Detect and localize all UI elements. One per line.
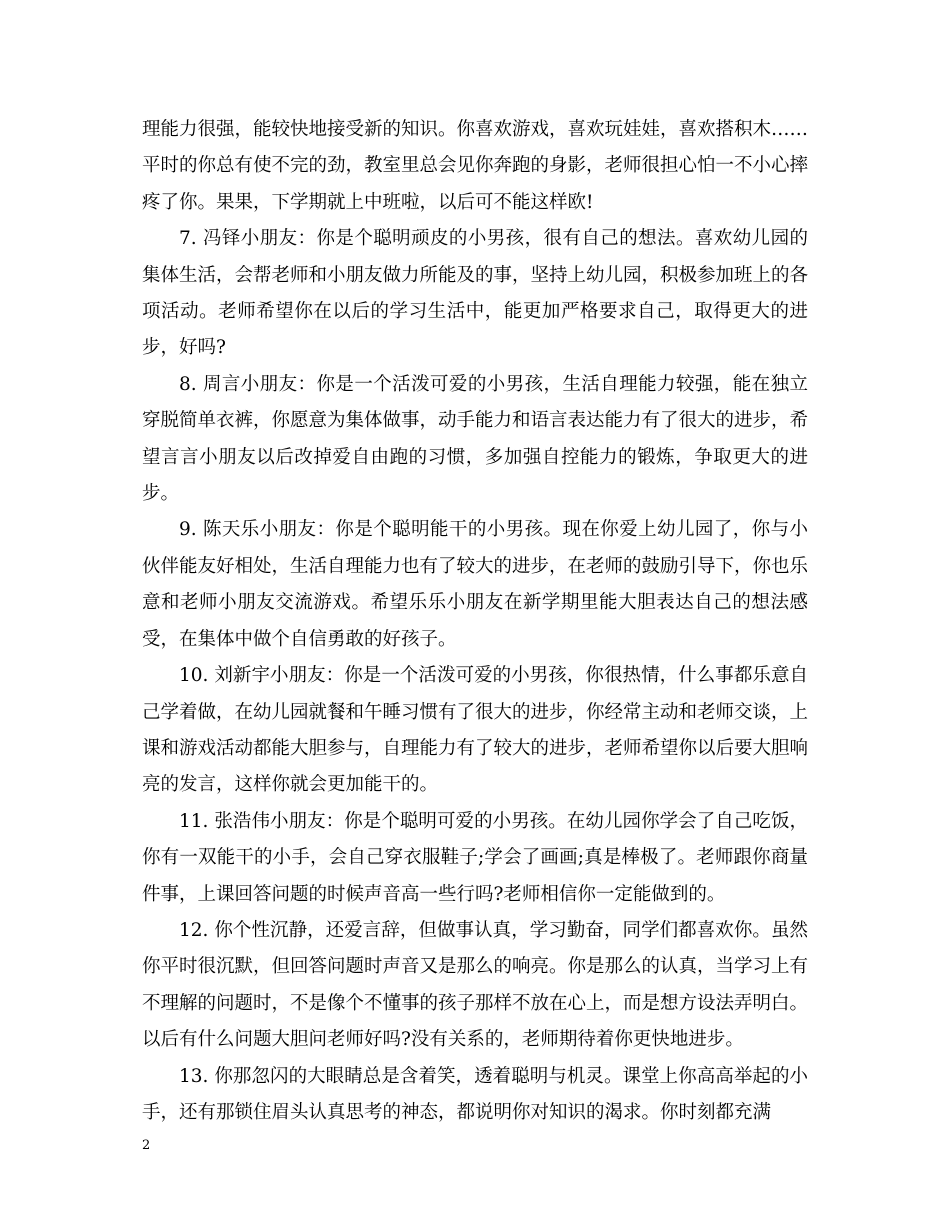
paragraph-comment-12: 12. 你个性沉静，还爱言辞，但做事认真，学习勤奋，同学们都喜欢你。虽然你平时很沉默，但回答问题时声音又是那么的响亮。你是那么的认真，当学习上有不理解的问题时，不是像个不懂事的孩子那样不放在心上，而是想方设法弄明白。以后有什么问题大胆问老师好吗?没有关系的，老师期待着你更快地进步。 <box>142 919 809 1051</box>
paragraph-comment-9: 9. 陈天乐小朋友：你是个聪明能干的小男孩。现在你爱上幼儿园了，你与小伙伴能友好相处，生活自理能力也有了较大的进步，在老师的鼓励引导下，你也乐意和老师小朋友交流游戏。希望乐乐小朋友在新学期里能大胆表达自己的想法感受，在集体中做个自信勇敢的好孩子。 <box>142 519 809 650</box>
paragraph-comment-7: 7. 冯铎小朋友：你是个聪明顽皮的小男孩，很有自己的想法。喜欢幼儿园的集体生活，会帮老师和小朋友做力所能及的事，坚持上幼儿园，积极参加班上的各项活动。老师希望你在以后的学习生活中，能更加严格要求自己，取得更大的进步，好吗? <box>142 228 809 359</box>
paragraph-comment-8: 8. 周言小朋友：你是一个活泼可爱的小男孩，生活自理能力较强，能在独立穿脱简单衣裤，你愿意为集体做事，动手能力和语言表达能力有了很大的进步，希望言言小朋友以后改掉爱自由跑的习惯，多加强自控能力的锻炼，争取更大的进步。 <box>142 373 809 505</box>
paragraph-comment-13: 13. 你那忽闪的大眼睛总是含着笑，透着聪明与机灵。课堂上你高高举起的小手，还有那锁住眉头认真思考的神态，都说明你对知识的渴求。你时刻都充满 <box>142 1065 808 1123</box>
document-body <box>142 112 808 1131</box>
paragraph-comment-11: 11. 张浩伟小朋友：你是个聪明可爱的小男孩。在幼儿园你学会了自己吃饭，你有一双能干的小手，会自己穿衣服鞋子;学会了画画;真是棒极了。老师跟你商量件事，上课回答问题的时候声音高一些行吗?老师相信你一定能做到的。 <box>142 810 808 905</box>
paragraph-comment-10: 10. 刘新宇小朋友：你是一个活泼可爱的小男孩，你很热情，什么事都乐意自己学着做，在幼儿园就餐和午睡习惯有了很大的进步，你经常主动和老师交谈，上课和游戏活动都能大胆参与，自理能力有了较大的进步，老师希望你以后要大胆响亮的发言，这样你就会更加能干的。 <box>142 665 809 796</box>
paragraph-continued: 理能力很强，能较快地接受新的知识。你喜欢游戏，喜欢玩娃娃，喜欢搭积木……平时的你总有使不完的劲，教室里总会见你奔跑的身影，老师很担心怕一不小心摔疼了你。果果，下学期就上中班啦，以后可不能这样欧! <box>142 119 809 213</box>
page-number: 2 <box>142 1138 151 1153</box>
